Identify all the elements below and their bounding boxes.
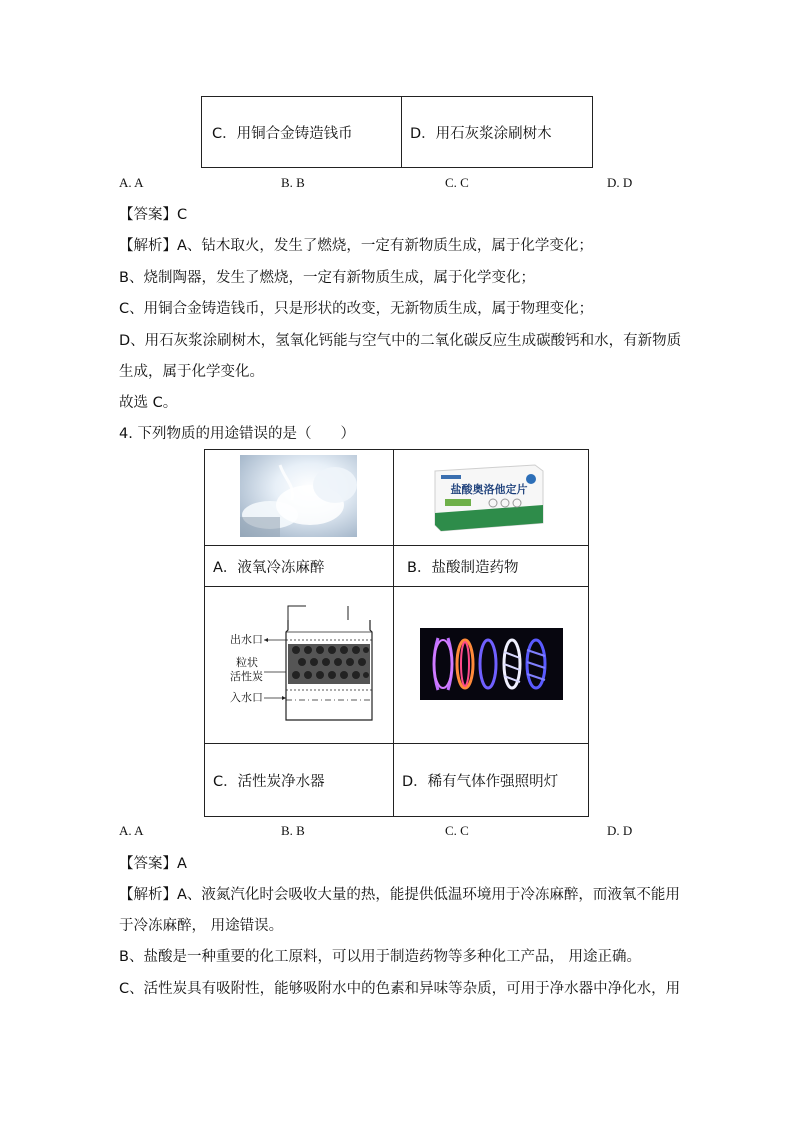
option-b: B. B [281, 175, 305, 190]
analysis-line: 【解析】A、液氮汽化时会吸收大量的热，能提供低温环境用于冷冻麻醉，而液氧不能用 [119, 887, 680, 903]
water-filter-diagram [226, 600, 376, 725]
analysis-line: B、烧制陶器，发生了燃烧，一定有新物质生成，属于化学变化； [119, 270, 535, 286]
table-cell-c [202, 97, 402, 168]
option-d: D. D [607, 175, 633, 190]
liquid-oxygen-photo [240, 455, 357, 537]
options-table-q3 [201, 96, 593, 168]
answer-q3: 【答案】C [119, 207, 188, 223]
option-b: B. B [281, 823, 305, 838]
cell-text: C．活性炭净水器 [213, 773, 325, 790]
analysis-line: 生成，属于化学变化。 [119, 364, 264, 380]
option-a: A. A [119, 823, 144, 838]
rare-gas-lamps-photo [420, 628, 563, 700]
medicine-box-label: 盐酸奥洛他定片 [450, 483, 528, 496]
cell-text: D．用石灰浆涂刷树木 [410, 125, 552, 142]
option-d: D. D [607, 823, 633, 838]
table-cell-a [205, 546, 394, 587]
table-cell-d [402, 97, 593, 168]
analysis-line: 故选 C。 [119, 395, 178, 411]
analysis-line: D、用石灰浆涂刷树木，氢氧化钙能与空气中的二氧化碳反应生成碳酸钙和水，有新物质 [119, 333, 682, 349]
label-outlet: 出水口 [230, 634, 263, 646]
analysis-line: B、盐酸是一种重要的化工原料，可以用于制造药物等多种化工产品， 用途正确。 [119, 949, 642, 965]
label-inlet: 入水口 [230, 692, 263, 704]
cell-text: C．用铜合金铸造钱币 [212, 125, 353, 142]
analysis-line: 【解析】A、钻木取火，发生了燃烧，一定有新物质生成，属于化学变化； [119, 238, 593, 254]
table-cell-c [205, 744, 394, 817]
answer-q4: 【答案】A [119, 856, 187, 872]
analysis-line: C、用铜合金铸造钱币，只是形状的改变，无新物质生成，属于物理变化； [119, 301, 594, 317]
table-cell-d [394, 744, 589, 817]
cell-text: D．稀有气体作强照明灯 [402, 773, 559, 790]
analysis-line: C、活性炭具有吸附性，能够吸附水中的色素和异味等杂质，可用于净水器中净化水，用 [119, 981, 681, 997]
analysis-line: 于冷冻麻醉， 用途错误。 [119, 918, 284, 934]
cell-text: A．液氧冷冻麻醉 [213, 559, 325, 576]
medicine-box-photo [431, 463, 545, 533]
option-a: A. A [119, 175, 144, 190]
cell-text: B．盐酸制造药物 [407, 559, 519, 576]
label-activated-carbon: 活性炭 [230, 671, 263, 683]
question-4: 4. 下列物质的用途错误的是（ ） [119, 426, 355, 442]
label-granular: 粒状 [236, 657, 258, 669]
table-cell-b [394, 546, 589, 587]
option-c: C. C [445, 823, 469, 838]
option-c: C. C [445, 175, 469, 190]
